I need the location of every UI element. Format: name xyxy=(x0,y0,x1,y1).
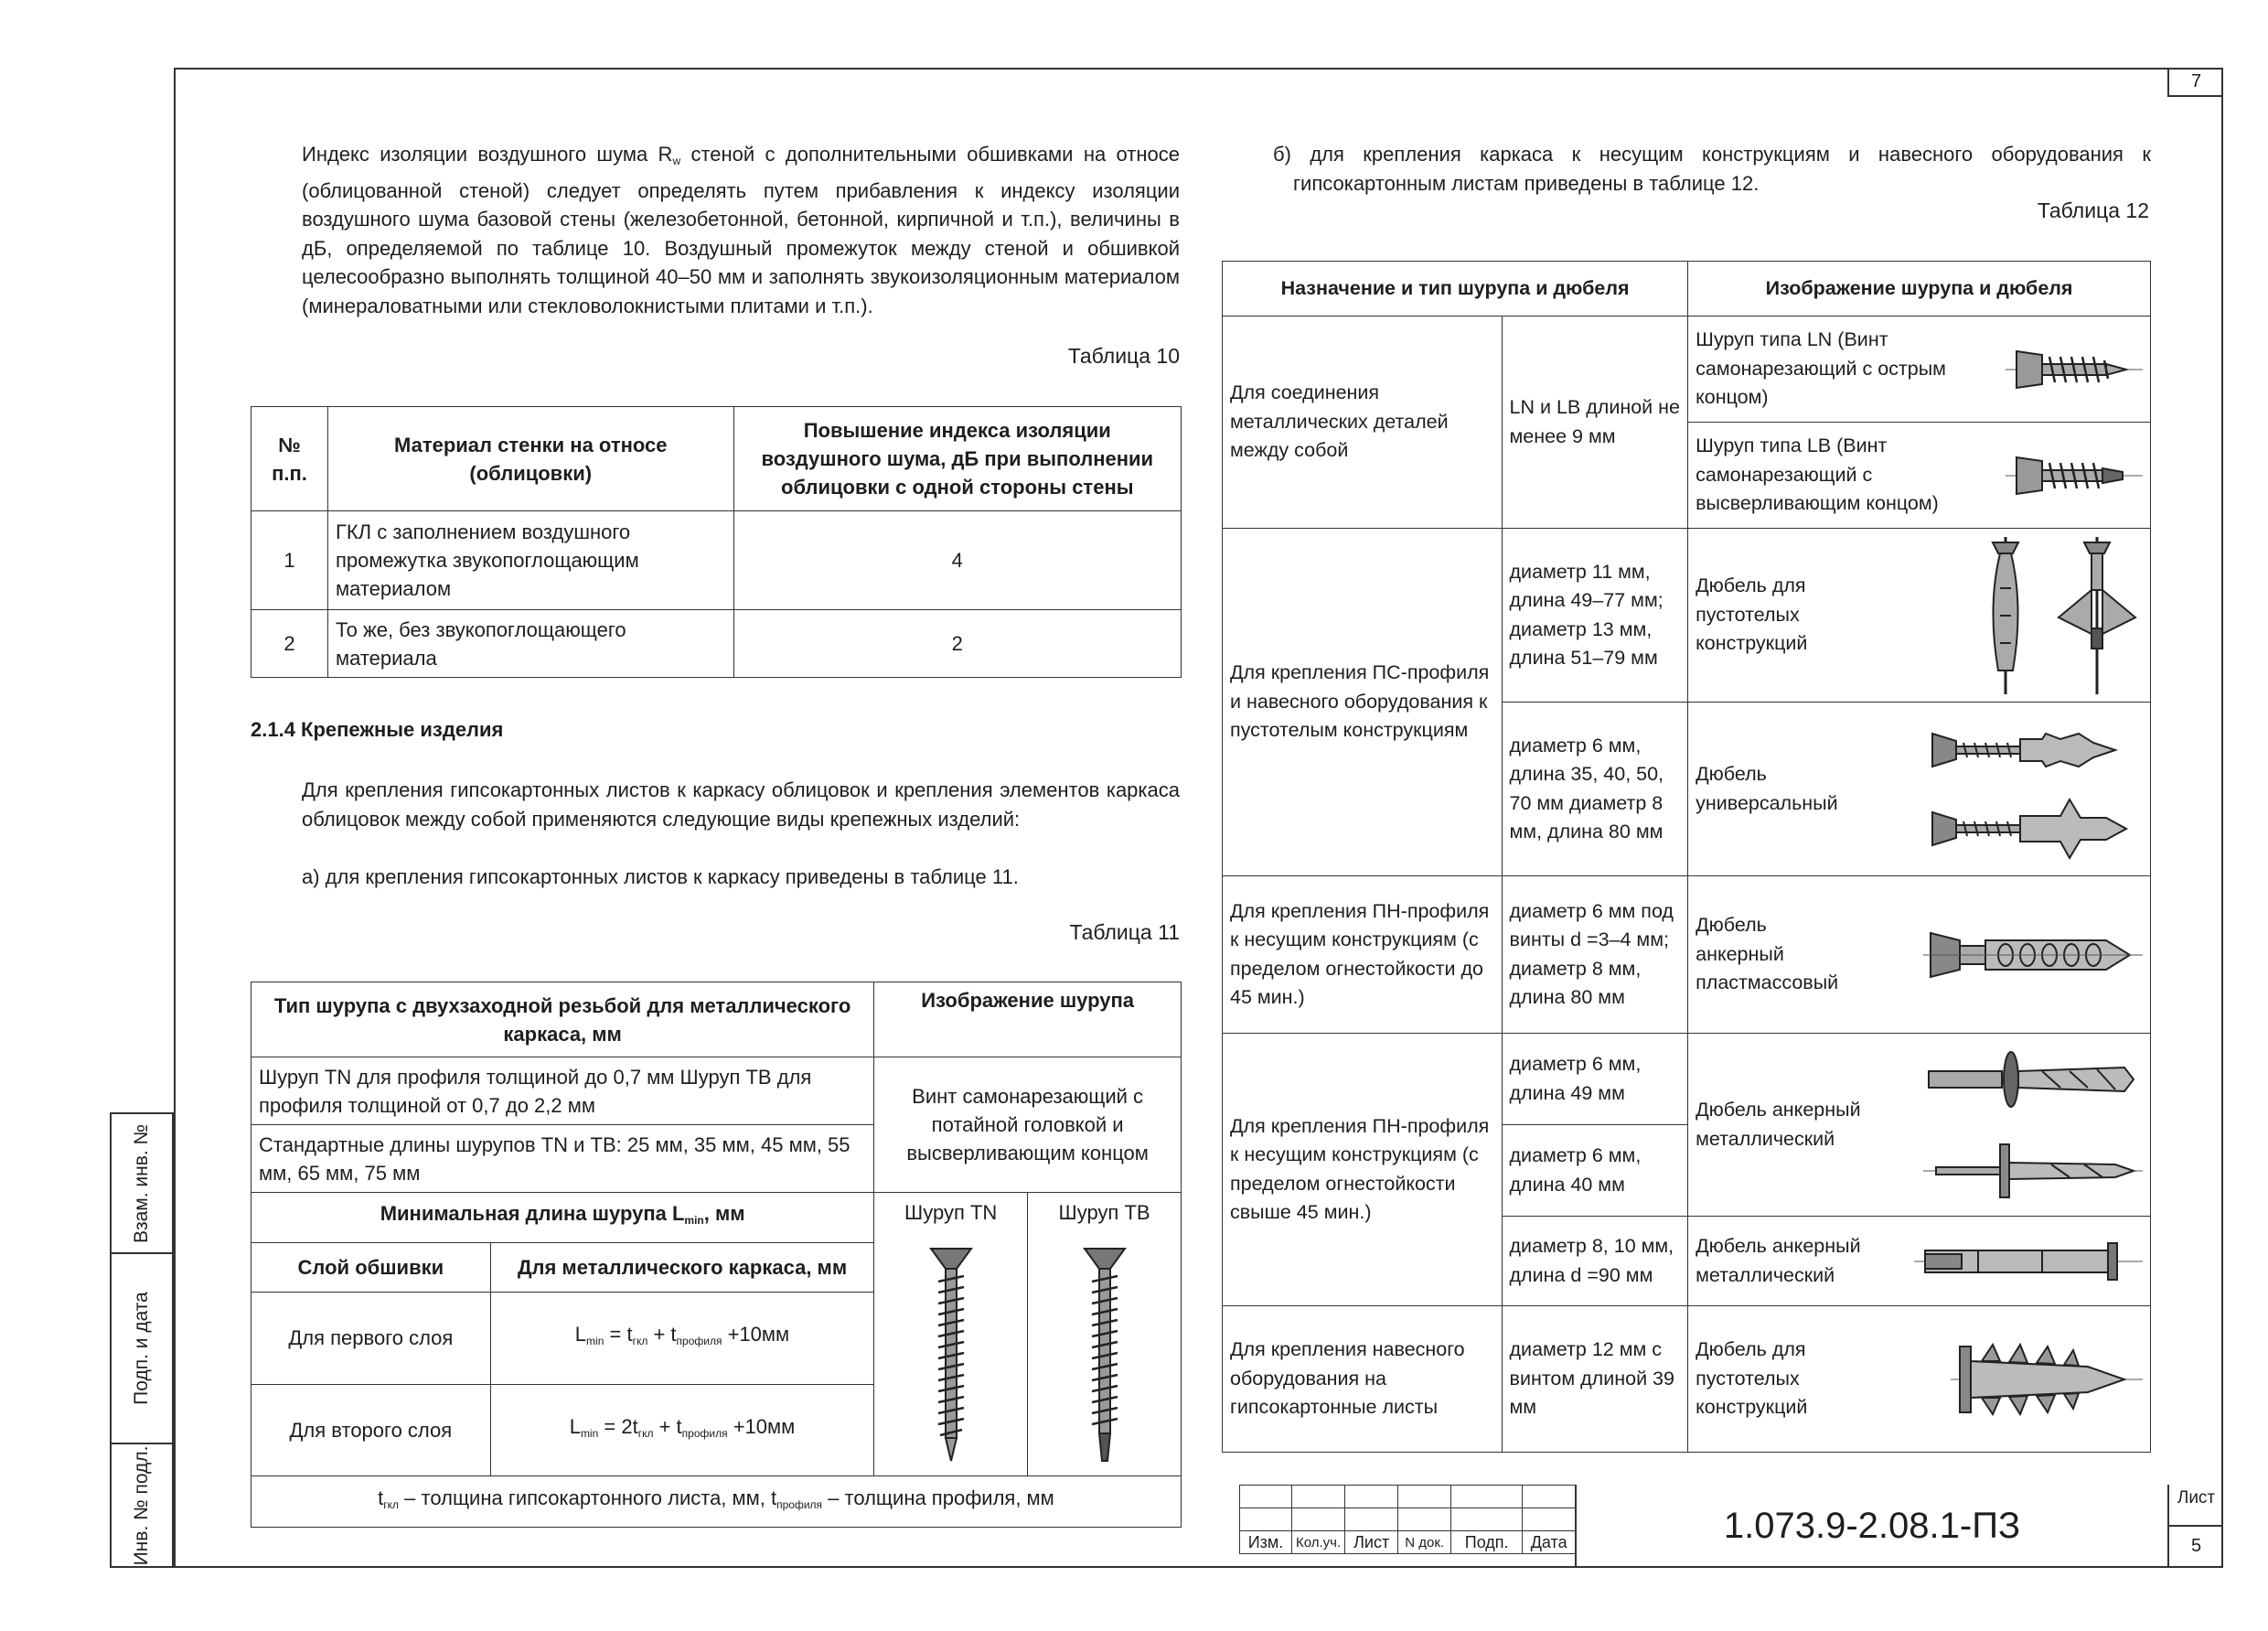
table-10 xyxy=(251,406,1182,678)
formula-second-layer: $L_{min} = 2t_{гкл} + t_{профиля} +10мм$ xyxy=(490,1384,874,1475)
plastic-anchor-icon xyxy=(1923,918,2143,992)
sheet-number: 5 xyxy=(2190,1536,2202,1556)
universal-dowel-cell: Дюбель универсальный xyxy=(1688,703,2151,876)
table11-caption: Таблица 11 xyxy=(1069,920,1180,944)
table11-lengths: Стандартные длины шурупов TN и TB: 25 мм, 35 мм, 45 мм, 55 мм, 65 мм, 75 мм xyxy=(251,1125,874,1193)
table-row: Для второго слоя $L_{min} = 2t_{гкл} + t_{профиля} +10мм$ xyxy=(251,1384,1182,1475)
sleeve-anchor-icon xyxy=(1914,1234,2143,1289)
plastic-anchor-cell: Дюбель анкерный пластмассовый xyxy=(1688,876,2151,1034)
stamp-col-ndok: N док. xyxy=(1398,1531,1451,1554)
table11-footnote: $t_{гкл}$ – толщина гипсокартонного листа, мм, $t_{профиля}$ – толщина профиля, мм xyxy=(251,1476,1182,1528)
screw-tb-cell xyxy=(1028,1193,1182,1476)
table11-screw-type: Винт самонарезающий с потайной головкой и высверливающим концом xyxy=(874,1057,1182,1193)
formula-first-layer: $L_{min} = t_{гкл} + t_{профиля} +10мм$ xyxy=(490,1293,874,1384)
section-title: 2.1.4 Крепежные изделия xyxy=(251,718,504,741)
nail-anchor-icon xyxy=(1923,1139,2143,1203)
item-b-paragraph: б) для крепления каркаса к несущим конструкциям и навесного оборудования к гипсокартонным листам приведены в таблице 12. xyxy=(1273,143,2151,195)
corner-page-number: 7 xyxy=(2190,71,2202,91)
table10-header-material: Материал стенки на относе (облицовки) xyxy=(327,407,733,511)
hollow-wall-anchor-icon xyxy=(1960,533,2143,698)
screw-tn-label: Шуруп TN xyxy=(904,1201,998,1224)
table11-col-metal: Для металлического каркаса, мм xyxy=(490,1242,874,1293)
fasteners-paragraph: Для крепления гипсокартонных листов к каркасу облицовок и крепления элементов каркаса облицовок между собой применяются следующие виды крепежных изделий: xyxy=(302,778,1180,831)
stamp-col-koluch: Кол.уч. xyxy=(1292,1531,1345,1554)
table-row: 1 ГКЛ с заполнением воздушного промежутка звукопоглощающим материалом 4 xyxy=(251,511,1182,610)
stamp-grid xyxy=(1239,1485,1576,1554)
sidebar-vzam-label: Взам. инв. № xyxy=(131,1123,152,1243)
sidebar-podp xyxy=(110,1252,174,1444)
stamp-col-list: Лист xyxy=(1345,1531,1398,1554)
stamp-col-podp: Подп. xyxy=(1451,1531,1523,1554)
table12-header-image: Изображение шурупа и дюбеля xyxy=(1688,262,2151,317)
metal-anchor-icon xyxy=(1923,1047,2143,1111)
intro-paragraph: Индекс изоляции воздушного шума $R_w$ стеной с дополнительными обшивками на относе (облицованной стеной) следует определять путем прибавления к индексу изоляции воздушного шума базовой стены (железобетонной, бетонной, кирпичной и т.п.), величины в дБ, определяемой по таблице 10. Воздушный промежуток между стеной и обшивкой целесообразно выполнять толщиной 40–50 мм и заполнять звукоизоляционным материалом (минераловатными или стекловолокнистыми плитами и т.п.). xyxy=(302,143,1180,317)
table11-screws-desc: Шуруп TN для профиля толщиной до 0,7 мм Шуруп TB для профиля толщиной от 0,7 до 2,2 мм xyxy=(251,1057,874,1125)
screw-lb-icon xyxy=(2006,448,2143,503)
table10-header-num: № п.п. xyxy=(251,407,328,511)
sheet-label: Лист xyxy=(2177,1488,2216,1508)
countersunk-screw-icon xyxy=(924,1245,979,1465)
doc-code: 1.073.9-2.08.1-ПЗ xyxy=(1723,1506,2021,1546)
sidebar-inv-label: Инв. № подл. xyxy=(131,1445,152,1565)
screw-lb-cell: Шуруп типа LB (Винт самонарезающий с высверливающим концом) xyxy=(1688,423,2151,529)
table11-header-image: Изображение шурупа xyxy=(874,982,1182,1057)
stamp-col-data: Дата xyxy=(1523,1531,1576,1554)
drywall-anchor-cell: Дюбель для пустотелых конструкций xyxy=(1688,1306,2151,1453)
corner-page-box xyxy=(2167,68,2223,97)
table-12: Назначение и тип шурупа и дюбеля Изображение шурупа и дюбеля Для соединения металлических деталей между собой LN и LB длиной не менее 9 мм Шуруп типа LN (Винт самонарезающий с острым концом) Шуруп типа LB (Винт самонарезающий с высверливающим концом) Для крепления ПС-профиля и навесного оборудования к пустотелым конструкциям диаметр 11 мм, длина 49–77 мм; диаметр 13 мм, длина 51–79 мм Дюбель для пустотелых конструкций диаметр 6 мм, длина 35, 40, 50, 70 мм диаметр 8 мм, длина 80 мм Дюбель универсальный Для крепления ПН-профиля к несущим конструкциям (с пределом огнестойкости до 45 мин.) диаметр 6 мм под винты d =3–4 мм; диаметр 8 мм, длина 80 мм Дюбель анкерный пластмассовый Для крепления ПН-профиля к несущим конструкциям (с пределом огнестойкости свыше 45 мин.) диаметр 6 мм, длина 49 мм Дюбель анкерный металлический диаметр 6 мм, длина 40 мм диаметр 8, 10 мм, длина d =90 мм Дюбель анкерный металлический Для крепления навесного оборудования на гипсокартонные листы диаметр 12 мм с винтом длиной 39 мм Дюбель для пустотелых конструкций xyxy=(1222,261,2151,1453)
table10-header-increase: Повышение индекса изоляции воздушного шума, дБ при выполнении облицовки с одной стороны стены xyxy=(733,407,1181,511)
screw-tn-cell xyxy=(874,1193,1028,1476)
table-11 xyxy=(251,982,1182,1528)
item-a-paragraph: а) для крепления гипсокартонных листов к каркасу приведены в таблице 11. xyxy=(302,865,1019,888)
table-row: Для первого слоя $L_{min} = t_{гкл} + t_{профиля} +10мм$ xyxy=(251,1293,1182,1384)
hollow-anchor-cell: Дюбель для пустотелых конструкций xyxy=(1688,529,2151,703)
table11-min-length: Минимальная длина шурупа $L_{min}$, мм xyxy=(251,1193,874,1243)
table10-caption: Таблица 10 xyxy=(1067,344,1180,368)
screw-ln-icon xyxy=(2006,342,2143,397)
table11-col-layer: Слой обшивки xyxy=(251,1242,491,1293)
universal-dowel-icon xyxy=(1923,712,2143,867)
stamp-col-izm: Изм. xyxy=(1240,1531,1292,1554)
table-row: 2 То же, без звукопоглощающего материала 2 xyxy=(251,610,1182,678)
sidebar-vzam xyxy=(110,1112,174,1254)
sidebar-podp-label: Подп. и дата xyxy=(131,1292,152,1405)
sidebar-inv xyxy=(110,1443,174,1568)
screw-ln-cell: Шуруп типа LN (Винт самонарезающий с острым концом) xyxy=(1688,317,2151,423)
table12-caption: Таблица 12 xyxy=(2037,199,2149,222)
screw-tb-label: Шуруп TB xyxy=(1058,1201,1150,1224)
table12-header-purpose: Назначение и тип шурупа и дюбеля xyxy=(1223,262,1688,317)
sheet-divider xyxy=(2169,1525,2223,1527)
title-block xyxy=(1239,1485,2223,1568)
drilling-screw-icon xyxy=(1077,1245,1132,1465)
drywall-anchor-icon xyxy=(1951,1334,2143,1425)
metal-anchor-cell: Дюбель анкерный металлический xyxy=(1688,1034,2151,1217)
sleeve-anchor-cell: Дюбель анкерный металлический xyxy=(1688,1217,2151,1306)
table11-header-type: Тип шурупа с двухзаходной резьбой для металлического каркаса, мм xyxy=(251,982,874,1057)
